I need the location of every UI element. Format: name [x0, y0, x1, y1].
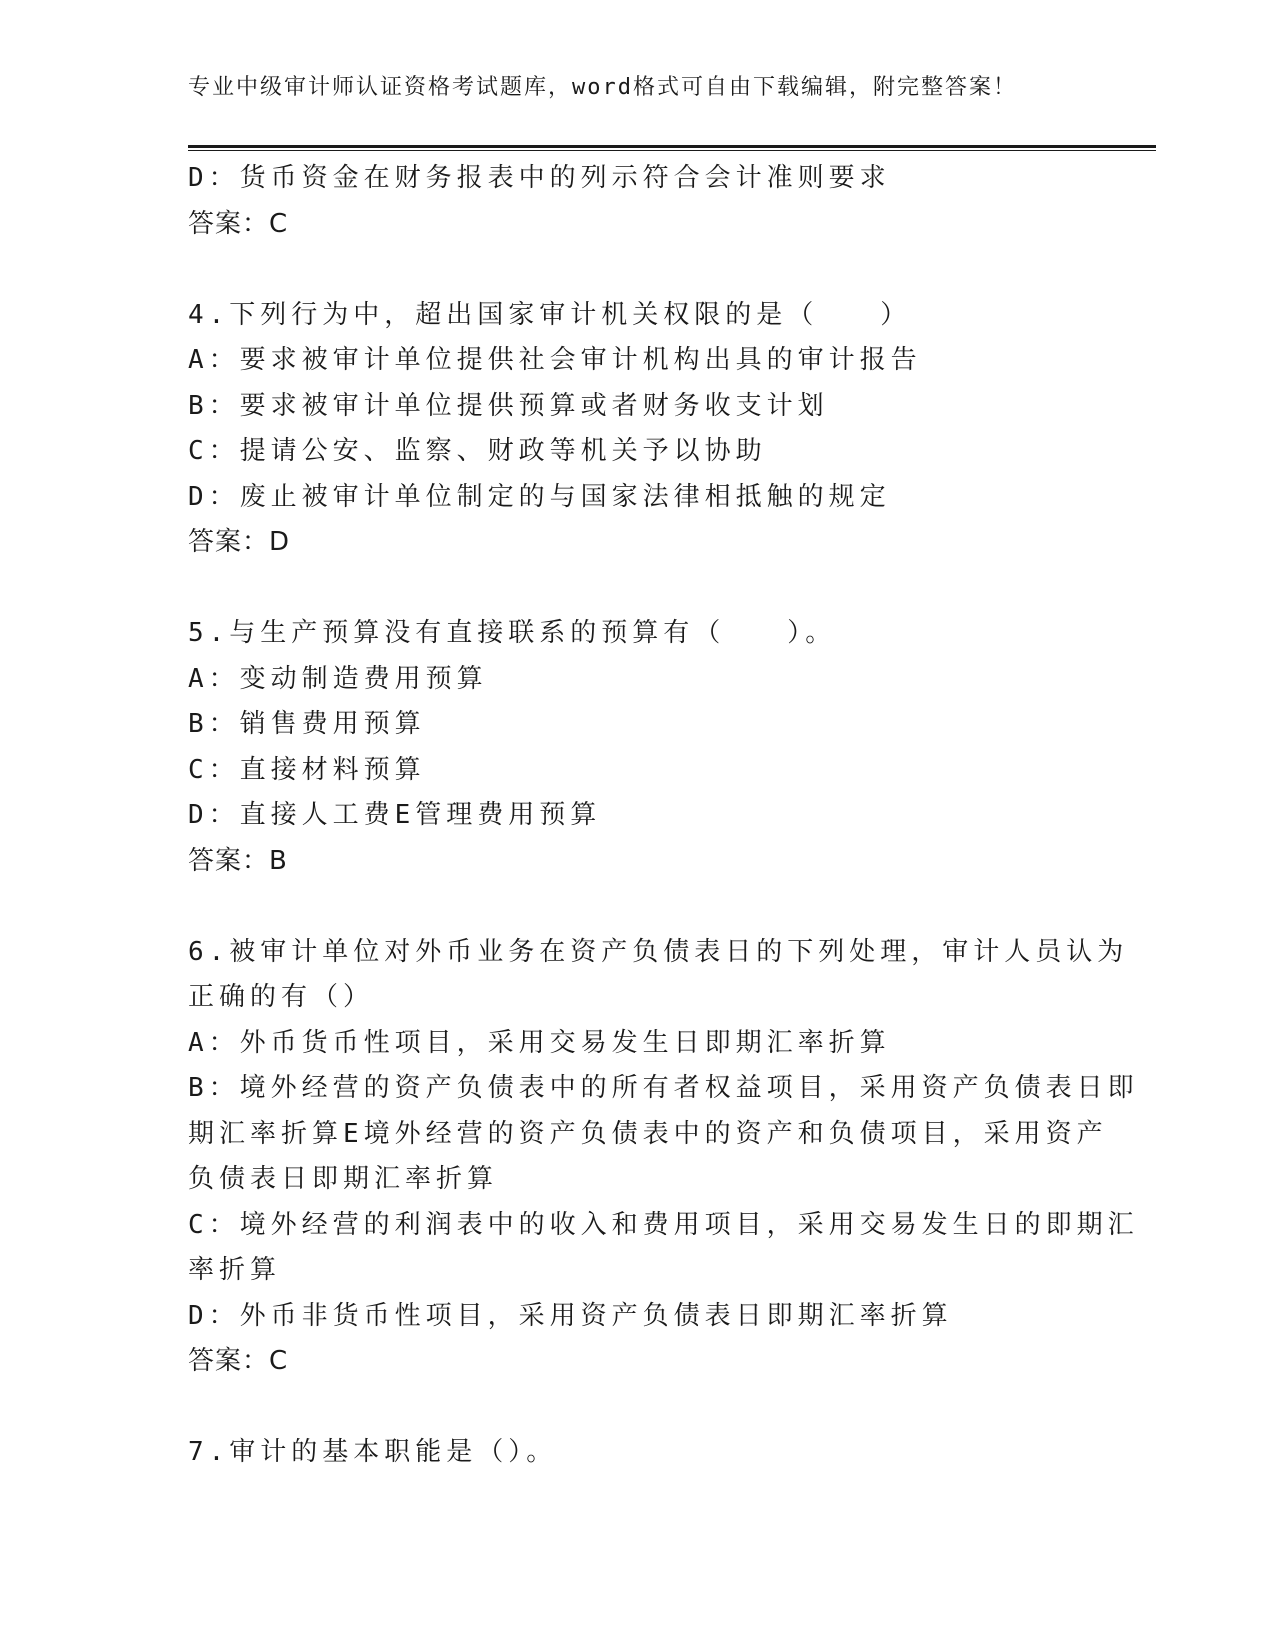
- option-c-continued: 率折算: [188, 1255, 282, 1285]
- carryover-answer: 答案：C: [188, 208, 289, 239]
- option-a: A：变动制造费用预算: [188, 663, 488, 694]
- option-a: A：要求被审计单位提供社会审计机构出具的审计报告: [188, 345, 922, 375]
- option-b: B：境外经营的资产负债表中的所有者权益项目，采用资产负债表日即: [188, 1073, 1139, 1103]
- option-d: D：外币非货币性项目，采用资产负债表日即期汇率折算: [188, 1300, 953, 1331]
- carryover-option-d: D：货币资金在财务报表中的列示符合会计准则要求: [188, 163, 891, 193]
- question-5: [188, 611, 1088, 884]
- question-6: [188, 930, 1139, 1385]
- question-7: [188, 1430, 1088, 1476]
- option-d: D：直接人工费E管理费用预算: [188, 800, 602, 830]
- option-b-continued: 负债表日即期汇率折算: [188, 1164, 499, 1194]
- option-d: D：废止被审计单位制定的与国家法律相抵触的规定: [188, 481, 891, 512]
- answer: 答案：B: [188, 845, 288, 876]
- document-body: [188, 156, 1139, 1476]
- question-stem: 4.下列行为中，超出国家审计机关权限的是（ ）: [188, 299, 912, 330]
- question-4: [188, 293, 1088, 566]
- answer: 答案：C: [188, 1346, 289, 1376]
- option-a: A：外币货币性项目，采用交易发生日即期汇率折算: [188, 1027, 891, 1058]
- option-b: B：要求被审计单位提供预算或者财务收支计划: [188, 390, 829, 421]
- question-stem: 7.审计的基本职能是（）。: [188, 1437, 558, 1467]
- page-header-title: 专业中级审计师认证资格考试题库，word格式可自由下载编辑，附完整答案！: [188, 75, 1017, 100]
- option-c: C：提请公安、监察、财政等机关予以协助: [188, 436, 767, 466]
- option-c: C：直接材料预算: [188, 754, 426, 785]
- question-stem-continued: 正确的有（）: [188, 982, 375, 1012]
- option-b: B：销售费用预算: [188, 709, 426, 739]
- header-divider: [188, 145, 1156, 151]
- question-stem: 5.与生产预算没有直接联系的预算有（ ）。: [188, 618, 837, 648]
- option-b-continued: 期汇率折算E境外经营的资产负债表中的资产和负债项目，采用资产: [188, 1118, 1108, 1149]
- question-stem: 6.被审计单位对外币业务在资产负债表日的下列处理，审计人员认为: [188, 936, 1129, 967]
- answer: 答案：D: [188, 527, 291, 557]
- option-c: C：境外经营的利润表中的收入和费用项目，采用交易发生日的即期汇: [188, 1209, 1139, 1240]
